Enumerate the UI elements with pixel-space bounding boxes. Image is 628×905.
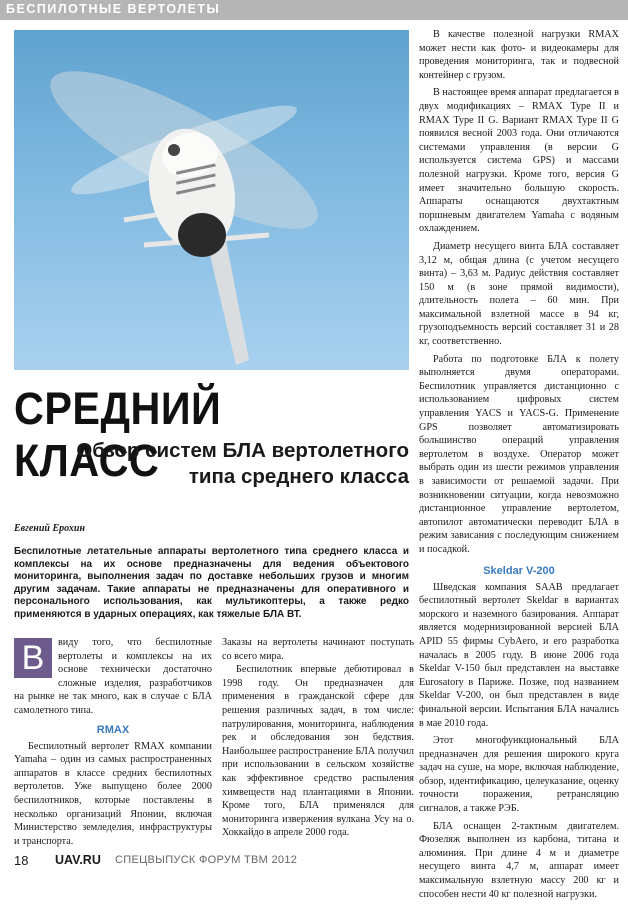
section-title: БЕСПИЛОТНЫЕ ВЕРТОЛЕТЫ xyxy=(6,2,221,16)
right-column xyxy=(419,28,619,905)
article-subtitle xyxy=(14,438,409,490)
helicopter-illustration xyxy=(14,30,409,370)
page-footer xyxy=(0,850,628,872)
right-paragraph: Этот многофункциональный БЛА предназначен для решения широкого круга задач на суше, на море, включая наблюдение, обзор, идентификацию, целеуказание, оценку точности поражения, ретрансляцию сигналов, а также РЭБ. xyxy=(419,735,619,815)
middle-column xyxy=(222,636,414,840)
intro-paragraph: виду того, что беспилотные вертолеты и комплексы на их основе технически достаточно сложные изделия, разработчиков на рынке не так много, как в случае с БЛА самолетного типа. xyxy=(14,637,212,716)
right-paragraph: Диаметр несущего винта БЛА составляет 3,12 м, общая длина (с учетом несущего винта) – 3,63 м. Радиус действия составляет 150 м (в зоне прямой видимости), длительность полета – 60 мин. При максимальной взлетной массе в 94 кг, грузоподъемность версий составляет 31 и 28 кг, соответственно. xyxy=(419,240,619,348)
right-paragraph: Шведская компания SAAB предлагает беспилотный вертолет Skeldar в вариантах морского и наземного базирования. Аппарат является модернизированной версией БЛА APID 55 фирмы CybAero, и его разработка началась в 2005 году. В июне 2006 года Skeldar V-150 был представлен на выставке Eurosatory в Париже. Позже, под названием Skeldar V-200, он был представлен в виде финальной версии. Испытания БЛА начались в мае 2010 года. xyxy=(419,581,619,729)
article-title: СРЕДНИЙ КЛАСС xyxy=(14,383,222,486)
right-paragraph: Работа по подготовке БЛА к полету выполняется двумя операторами. Беспилотник управляется дистанционно с использованием цифровых систем управления YACS и YACS-G. Применение GPS позволяет автоматизировать большинство операций управления вертолетом в воздухе. Оператор может выбрать один из шести режимов управления в зависимости от решаемой задачи. При возникновении ситуации, когда невозможно дистанционное управление вертолетом, автопилот автоматически переводит БЛА в режим зависания с последующим снижением и посадкой. xyxy=(419,353,619,555)
lead-paragraph: Беспилотные летательные аппараты вертолетного типа среднего класса и комплексы на их основе предназначены для ведения объектового мониторинга, выполнения задач по доставке небольших грузов и многим другим задачам. Такие аппараты не предназначены для оперативного и персонального использования, как мультикоптеры, а также редко применяются в ударных операциях, как тяжелые БЛА ВТ. xyxy=(14,546,409,620)
page-number: 18 xyxy=(14,853,29,868)
dropcap: В xyxy=(14,638,52,678)
site-name: UAV.RU xyxy=(55,853,101,867)
subtitle-line: Обзор систем БЛА вертолетного xyxy=(76,439,409,462)
issue-name: СПЕЦВЫПУСК ФОРУМ ТВМ 2012 xyxy=(115,854,298,866)
subtitle-line: типа среднего класса xyxy=(188,465,409,488)
right-paragraph: В настоящее время аппарат предлагается в двух модификациях – RMAX Type II и RMAX Type II G. Вариант RMAX Type II G появился весной 2003 года. Они отличаются системами управления (в версии G используется система GPS) и массами полезной нагрузки. Кроме того, версия G имеет значительно большую скорость. Аппараты оснащаются двухтактным поршневым двигателем Yamaha с водяным охлаждением. xyxy=(419,87,619,235)
section-heading-skeldar: Skeldar V-200 xyxy=(483,564,555,577)
left-paragraph: Беспилотный вертолет RMAX компании Yamaha – один из самых распространенных аппаратов в классе средних беспилотных вертолетов. Уже выпущено более 2000 беспилотников, которые поставлены в несколько организаций Японии, включая Министерство земледелия, инфраструктуры и транспорта. xyxy=(14,740,212,847)
author: Евгений Ерохин xyxy=(14,523,86,534)
helicopter-photo xyxy=(14,30,409,370)
middle-paragraph: Заказы на вертолеты начинают поступать со всего мира. xyxy=(222,637,414,662)
middle-paragraph: Беспилотник впервые дебютировал в 1998 году. Он предназначен для применения в гражданской сфере для решения различных задач, в том числе: патрулирования, мониторинга, наблюдения рек и обследования зон бедствия. Наибольшее распространение БЛА получил при использовании в сельском хозяйстве как эффективное средство распыления химвеществ над плантациями в Японии. Кроме того, БЛА применялся для мониторинга извержения вулкана Усу на о. Хоккайдо в апреле 2000 года. xyxy=(222,664,414,839)
right-paragraph: БЛА оснащен 2-тактным двигателем. Фюзеляж выполнен из карбона, титана и алюминия. При длине 4 м и диаметре несущего винта 4,7 м, аппарат имеет максимальную взлетную массу 200 кг и способен нести 40 кг полезной нагрузки. xyxy=(419,820,619,900)
right-paragraph: В качестве полезной нагрузки RMAX может нести как фото- и видеокамеры для проведения мониторинга, так и подвесной контейнер с грузом. xyxy=(419,29,619,81)
left-column xyxy=(14,636,212,848)
section-header-bar xyxy=(0,0,628,20)
section-heading-rmax: RMAX xyxy=(96,723,130,736)
